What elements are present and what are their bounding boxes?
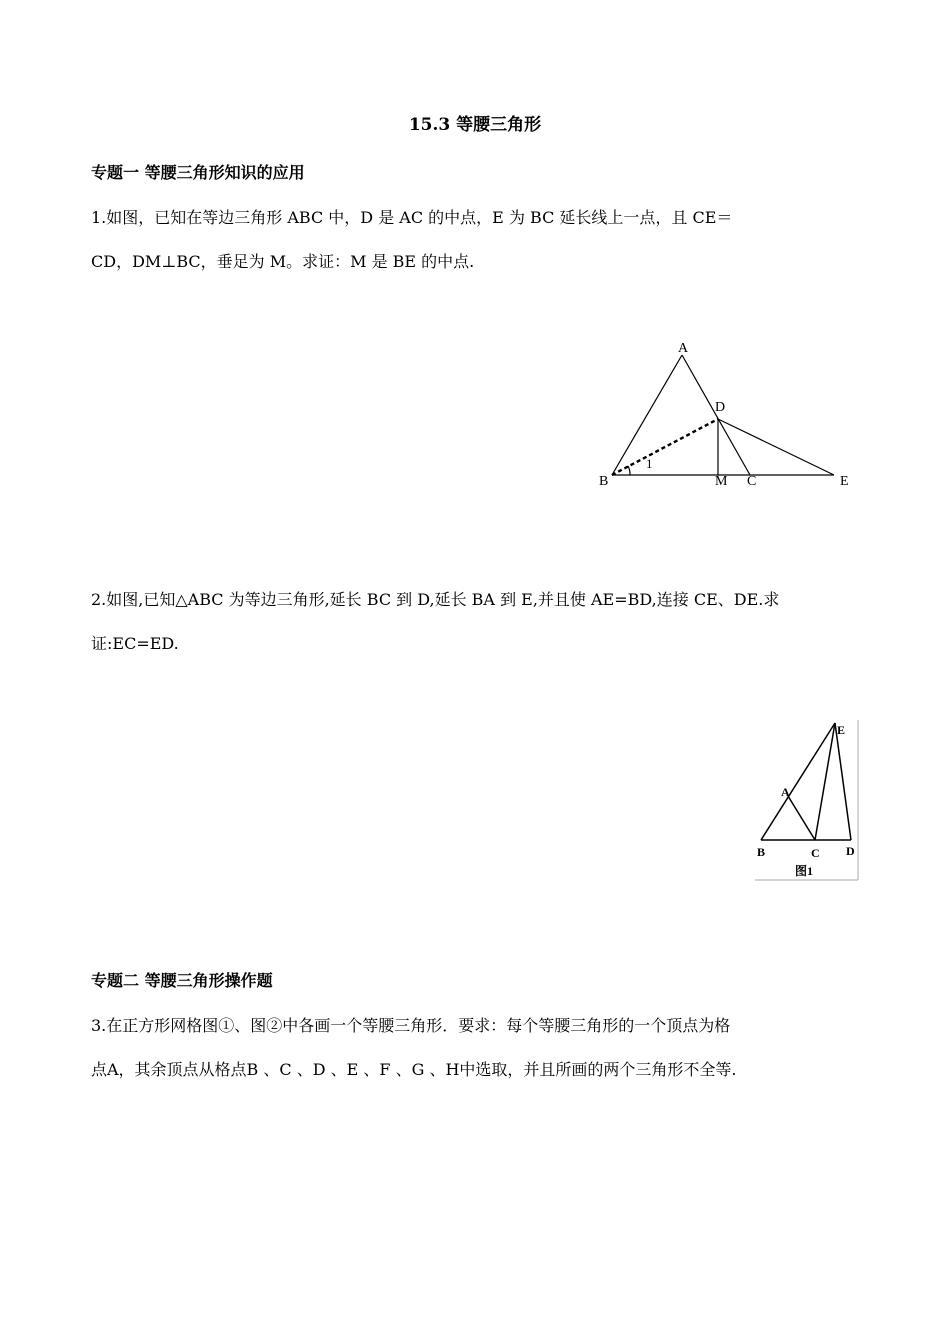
fig1-label-m: M: [715, 474, 728, 489]
fig1-label-e: E: [840, 474, 849, 489]
question-3-line-2: 点A，其余顶点从格点B 、C 、D 、E 、F 、G 、H中选取，并且所画的两个三角形不全等.: [91, 1060, 737, 1079]
question-2-line-2: 证:EC=ED.: [91, 634, 179, 653]
question-1: [91, 196, 861, 284]
section-heading-2: 专题二 等腰三角形操作题: [91, 971, 273, 990]
angle-1-arc: [628, 466, 630, 475]
fig2-label-b: B: [757, 845, 766, 859]
question-3-line-1: 3.在正方形网格图①、图②中各画一个等腰三角形．要求：每个等腰三角形的一个顶点为格: [91, 1016, 731, 1035]
section-heading-1: 专题一 等腰三角形知识的应用: [91, 163, 305, 182]
fig2-label-a: A: [781, 785, 790, 799]
question-2: [91, 578, 861, 666]
question-3: [91, 1004, 861, 1092]
question-2-line-1: 2.如图,已知△ABC 为等边三角形,延长 BC 到 D,延长 BA 到 E,并且使 AE=BD,连接 CE、DE.求: [91, 590, 780, 609]
segment-de: [718, 419, 834, 475]
figure-2-triangles: [755, 718, 860, 883]
fig1-label-b: B: [599, 474, 609, 489]
page-title: 15.3 等腰三角形: [408, 115, 542, 135]
fig2-caption: 图1: [795, 864, 814, 878]
segment-ac: [682, 355, 750, 475]
figure-1-triangle: [590, 335, 860, 495]
segment-ac: [788, 796, 815, 840]
segment-be: [761, 723, 835, 840]
fig1-angle-label: 1: [646, 456, 653, 471]
question-1-line-1: 1.如图，已知在等边三角形 ABC 中，D 是 AC 的中点，E 为 BC 延长线上一点，且 CE＝: [91, 208, 733, 227]
fig1-label-a: A: [678, 341, 689, 356]
fig1-label-c: C: [747, 474, 757, 489]
segment-de: [835, 723, 851, 840]
question-1-line-2: CD，DM⊥BC，垂足为 M。求证：M 是 BE 的中点.: [91, 252, 475, 271]
fig2-label-c: C: [811, 846, 820, 860]
fig2-label-e: E: [837, 723, 846, 737]
segment-ce: [815, 723, 835, 840]
fig2-label-d: D: [846, 844, 855, 858]
fig1-label-d: D: [715, 400, 726, 415]
